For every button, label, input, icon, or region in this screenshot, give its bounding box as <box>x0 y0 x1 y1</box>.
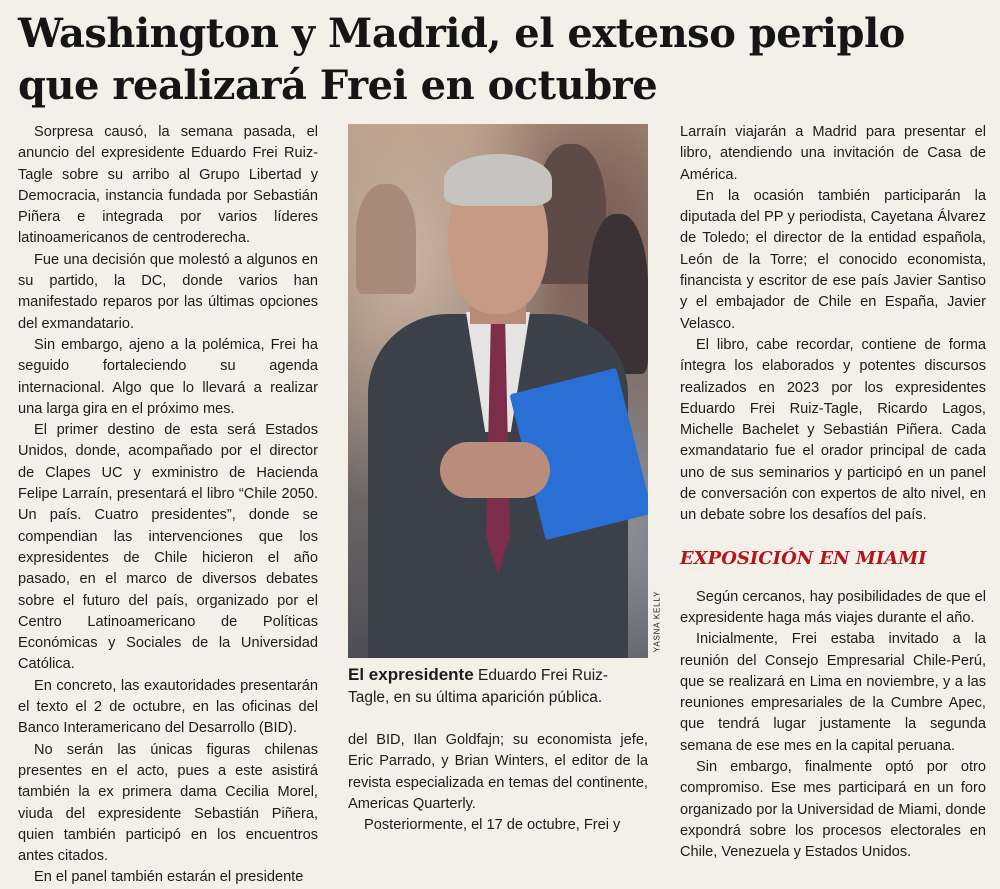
paragraph: Posteriormente, el 17 de octubre, Frei y <box>364 817 621 834</box>
subject-hair <box>444 154 552 206</box>
paragraph: El primer destino de esta será Estados Unidos, donde, acompañado por el director de Clapes UC y exministro de Hacienda Felipe Larraín, presentará el libro “Chile 2050. Un país. Cuatro presidentes”, donde se compendian las intervenciones que los expresidentes de Chile hicieron el año pasado, en el marco de diversos debates sobre el futuro del país, organizado por el Centro Latinoamericano de Políticas Económicas y Sociales de la Universidad Católica. <box>18 422 318 673</box>
paragraph: del BID, Ilan Goldfajn; su economista jefe, Eric Parrado, y Brian Winters, el editor de la revista especializada en temas del continente, Americas Quarterly. <box>348 732 648 812</box>
paragraph: Larraín viajarán a Madrid para presentar el libro, atendiendo una invitación de Casa de América. <box>680 124 986 183</box>
photo-credit: YASNA KELLY <box>652 590 662 653</box>
paragraph: En concreto, las exautoridades presentarán el texto el 2 de octubre, en las oficinas del Banco Interamericano del Desarrollo (BID). <box>18 677 318 737</box>
paragraph: Según cercanos, hay posibilidades de que el expresidente haga más viajes durante el año. <box>680 588 986 626</box>
photo-credit-wrap <box>651 588 663 658</box>
caption-text: Eduardo Frei Ruiz-Tagle, en su última aparición pública. <box>348 667 609 706</box>
photo-caption <box>348 664 648 709</box>
article-column-1 <box>18 122 318 889</box>
paragraph: En la ocasión también participarán la diputada del PP y periodista, Cayetana Álvarez de Toledo; el director de la entidad española, León de la Torre; el conocido economista, financista y escritor de ese país Javier Santiso y el embajador de Chile en España, Javier Velasco. <box>680 187 986 332</box>
paragraph: Sorpresa causó, la semana pasada, el anuncio del expresidente Eduardo Frei Ruiz-Tagle sobre su arribo al Grupo Libertad y Democracia, instancia fundada por Sebastián Piñera e integrada por varios líderes latinoamericanos de centroderecha. <box>18 124 318 247</box>
paragraph: No serán las únicas figuras chilenas presentes en el acto, pues a este asistirá también la ex primera dama Cecilia Morel, viuda del expresidente Sebastián Piñera, quien también participó en los encuentros antes citados. <box>18 741 318 865</box>
paragraph: Inicialmente, Frei estaba invitado a la reunión del Consejo Empresarial Chile-Perú, que se realizará en Lima en noviembre, y a las reuniones empresariales de la Cumbre Apec, que tendrá lugar justamente la segunda semana de ese mes en la capital peruana. <box>680 631 986 754</box>
paragraph: En el panel también estarán el presidente <box>34 869 304 886</box>
background-person <box>356 184 416 294</box>
article-column-3 <box>680 122 986 864</box>
paragraph: Fue una decisión que molestó a algunos en su partido, la DC, donde varios han manifestado reparos por las últimas opciones del exmandatario. <box>18 251 318 332</box>
section-subheading: EXPOSICIÓN EN MIAMI <box>680 547 927 569</box>
headline: Washington y Madrid, el extenso periplo que realizará Frei en octubre <box>18 10 905 109</box>
subject-hands <box>440 442 550 498</box>
caption-lead: El expresidente <box>348 665 474 684</box>
article-column-2 <box>348 730 648 836</box>
paragraph: Sin embargo, ajeno a la polémica, Frei ha seguido fortaleciendo su agenda internacional. Algo que lo llevará a realizar una larga gira en el próximo mes. <box>18 336 318 417</box>
paragraph: El libro, cabe recordar, contiene de forma íntegra los elaborados y potentes discursos realizados en 2023 por los expresidentes Eduardo Frei Ruiz-Tagle, Ricardo Lagos, Michelle Bachelet y Sebastián Piñera. Cada exmandatario fue el orador principal de cada uno de sus seminarios y participó en un panel de conversación con expertos de alto nivel, en un debate sobre los desafíos del país. <box>680 336 986 524</box>
paragraph: Sin embargo, finalmente optó por otro compromiso. Ese mes participará en un foro organizado por la Universidad de Miami, donde expondrá sobre los procesos electorales en Chile, Venezuela y Estados Unidos. <box>680 759 986 861</box>
article-photo <box>348 124 648 658</box>
